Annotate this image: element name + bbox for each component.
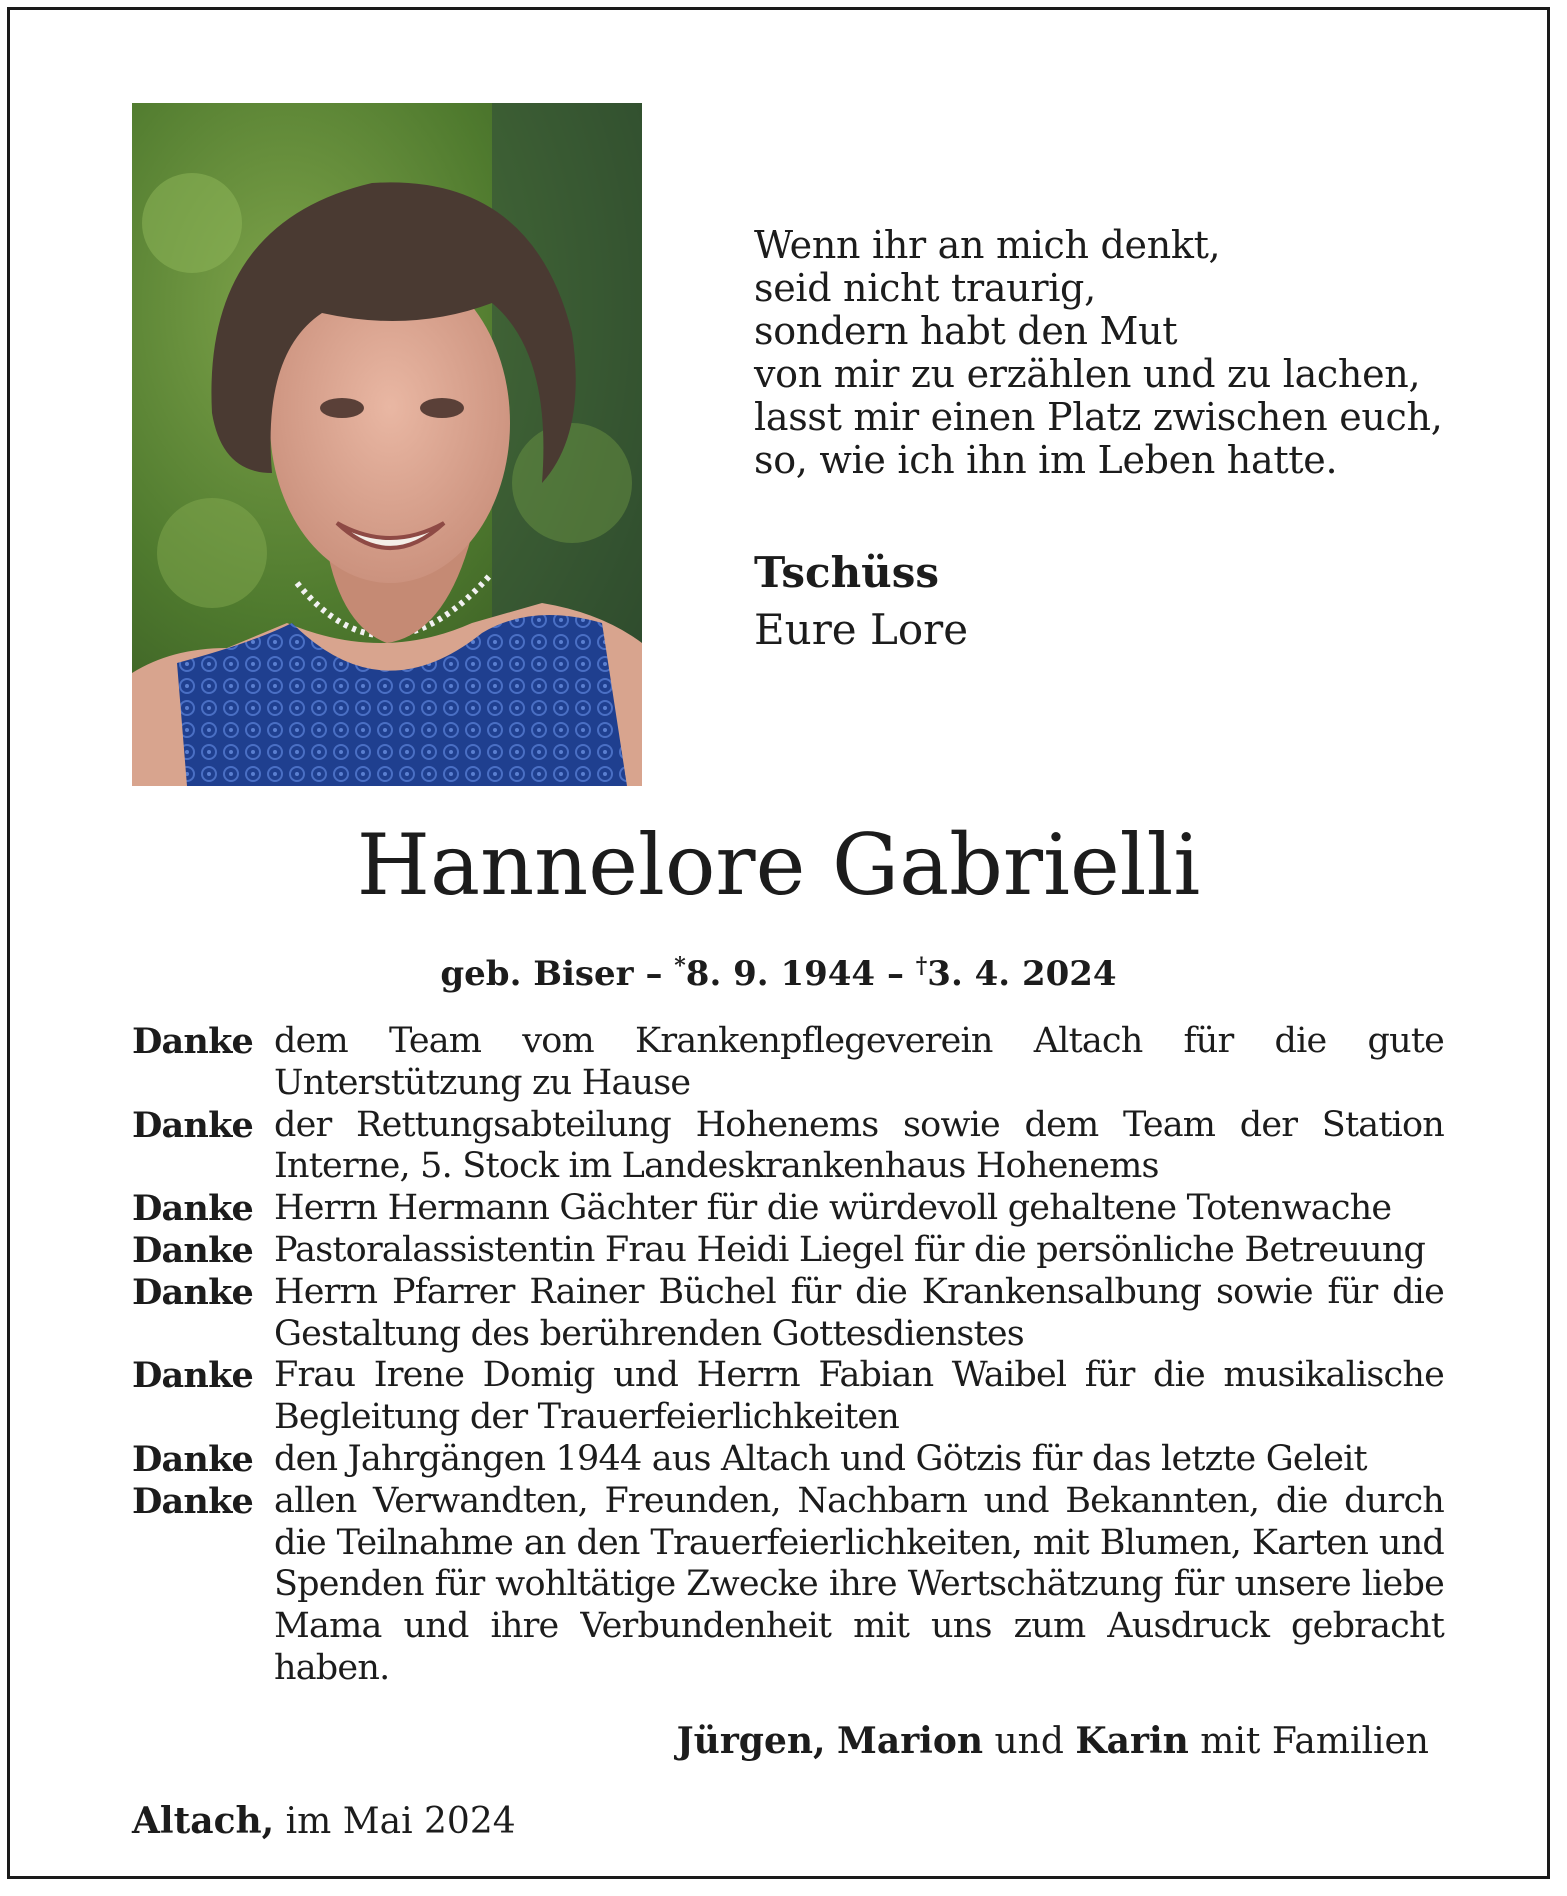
birth-star-icon: * [674, 953, 686, 979]
thanks-row [132, 1021, 1444, 1105]
thanks-row [132, 1272, 1444, 1356]
poem-line: seid nicht traurig, [754, 266, 1096, 310]
family-signature [677, 1718, 1429, 1765]
thanks-label: Danke [132, 1480, 253, 1522]
thanks-label: Danke [132, 1271, 253, 1313]
thanks-label: Danke [132, 1104, 253, 1146]
birth-name: geb. Biser [440, 954, 634, 994]
birth-date: 8. 9. 1944 [685, 954, 876, 994]
family-suffix: mit Familien [1200, 1721, 1429, 1762]
place-town: Altach, [132, 1800, 275, 1842]
family-name: Karin [1075, 1720, 1189, 1762]
farewell-signature: Eure Lore [754, 605, 969, 654]
thanks-text: Frau Irene Domig und Herrn Fabian Waibel für die musikalische Begleitung der Trauerfeierlichkeiten [274, 1355, 1444, 1438]
thanks-text: den Jahrgängen 1944 aus Altach und Götzis für das letzte Geleit [274, 1438, 1367, 1479]
place-and-date [132, 1798, 516, 1845]
poem-line: von mir zu erzählen und zu lachen, [754, 352, 1421, 396]
death-date: 3. 4. 2024 [927, 954, 1117, 994]
poem [754, 224, 1443, 482]
thanks-label: Danke [132, 1438, 253, 1480]
place-date: im Mai 2024 [285, 1801, 516, 1842]
farewell-greeting: Tschüss [754, 548, 939, 597]
poem-line: Wenn ihr an mich denkt, [754, 223, 1221, 267]
deceased-name: Hannelore Gabrielli [356, 816, 1201, 914]
thanks-label: Danke [132, 1188, 253, 1230]
family-name: Marion [837, 1720, 984, 1762]
thanks-row [132, 1230, 1444, 1272]
thanks-row [132, 1355, 1444, 1439]
poem-line: so, wie ich ihn im Leben hatte. [754, 438, 1338, 482]
family-joiner: und [994, 1721, 1064, 1762]
thanks-label: Danke [132, 1021, 253, 1062]
life-dates [10, 943, 1547, 997]
portrait-image [132, 103, 642, 786]
death-cross-icon: † [915, 953, 928, 979]
thanks-row [132, 1188, 1444, 1230]
thanks-label: Danke [132, 1355, 253, 1397]
portrait-photo [132, 103, 642, 786]
thanks-row [132, 1481, 1444, 1690]
thanks-text: dem Team vom Krankenpflegeverein Altach für die gute Unterstützung zu Hause [274, 1021, 1444, 1103]
thanks-label: Danke [132, 1229, 253, 1271]
obituary-card [7, 7, 1550, 1879]
thanks-text: der Rettungsabteilung Hohenems sowie dem Team der Station Interne, 5. Stock im Landeskrankenhaus Hohenems [274, 1104, 1444, 1187]
thanks-row [132, 1105, 1444, 1189]
thanks-text: allen Verwandten, Freunden, Nachbarn und Bekannten, die durch die Teilnahme an den Trauerfeierlichkeiten, mit Blumen, Karten und Spenden für wohltätige Zwecke ihre Wertschätzung für unsere liebe Mama und ihre Verbundenheit mit uns zum Ausdruck gebracht haben. [274, 1480, 1444, 1688]
separator: – [886, 954, 904, 994]
poem-line: sondern habt den Mut [754, 309, 1178, 353]
thanks-list [132, 1021, 1444, 1690]
thanks-text: Herrn Pfarrer Rainer Büchel für die Krankensalbung sowie für die Gestaltung des berührenden Gottesdienstes [274, 1271, 1444, 1354]
separator: – [645, 954, 663, 994]
poem-line: lasst mir einen Platz zwischen euch, [754, 395, 1443, 439]
thanks-row [132, 1439, 1444, 1481]
family-name: Jürgen, [676, 1720, 826, 1762]
thanks-text: Herrn Hermann Gächter für die würdevoll gehaltene Totenwache [274, 1188, 1392, 1229]
thanks-text: Pastoralassistentin Frau Heidi Liegel für die persönliche Betreuung [274, 1229, 1426, 1270]
